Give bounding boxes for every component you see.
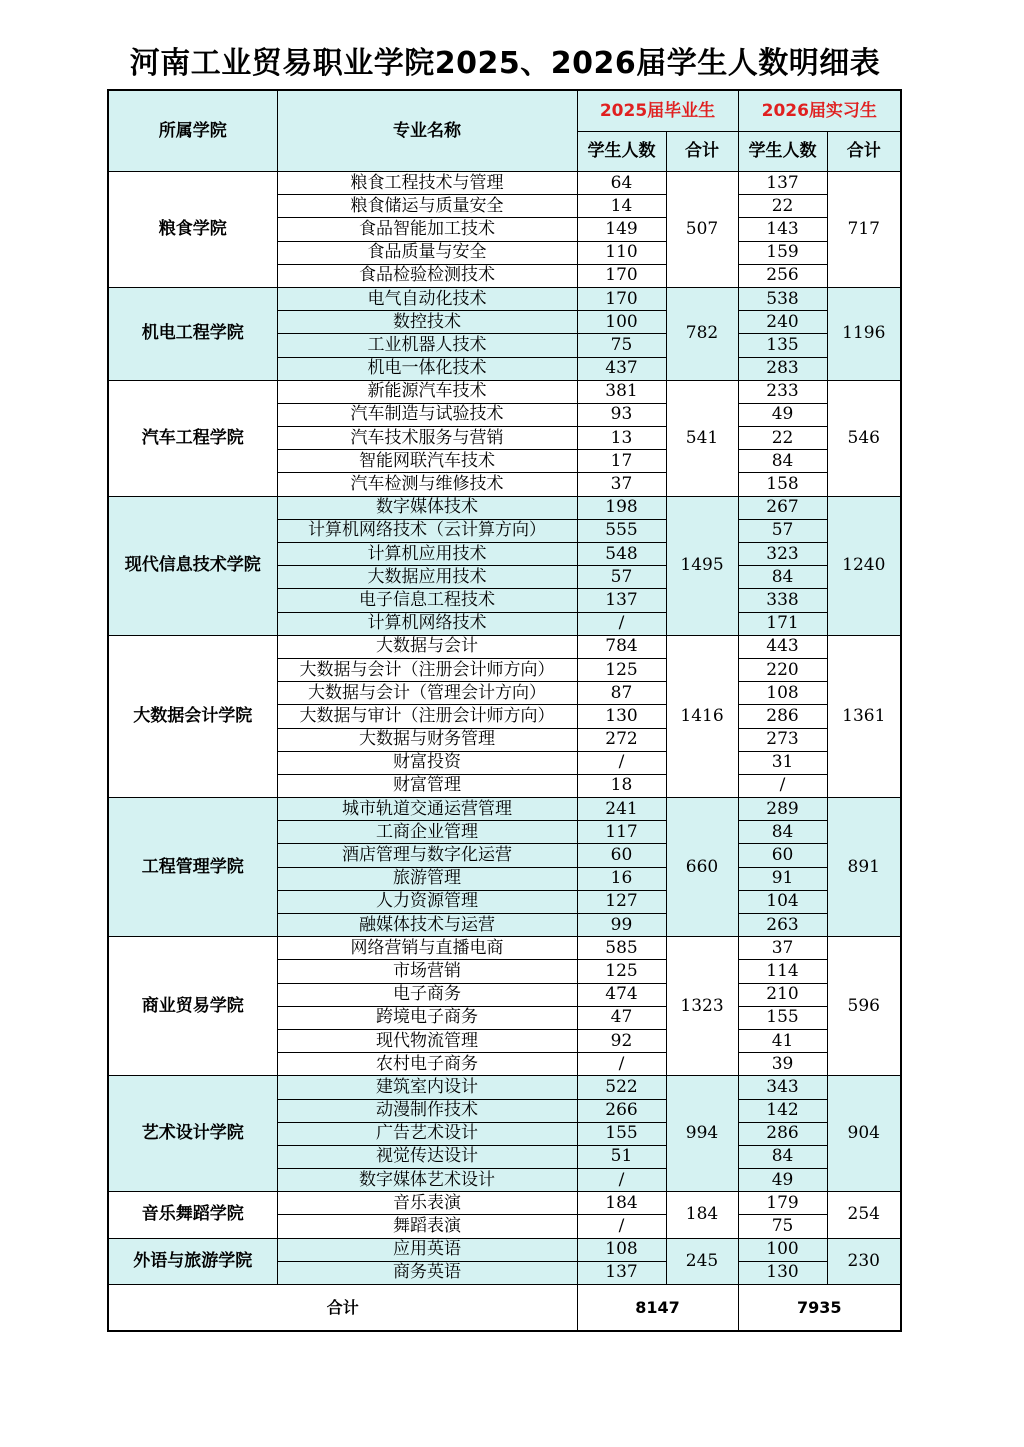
table-row <box>108 798 901 821</box>
subtotal-2026-cell: 254 <box>827 1192 901 1238</box>
count-2025-cell: 585 <box>577 937 666 960</box>
count-2026-cell: 91 <box>738 867 827 890</box>
count-2025-cell: 47 <box>577 1006 666 1029</box>
count-2025-cell: 184 <box>577 1192 666 1215</box>
count-2026-cell: 273 <box>738 728 827 751</box>
count-2026-cell: 108 <box>738 682 827 705</box>
count-2026-cell: 41 <box>738 1029 827 1052</box>
page-title: 河南工业贸易职业学院2025、2026届学生人数明细表 <box>129 46 881 81</box>
count-2025-cell: 99 <box>577 914 666 937</box>
count-2025-cell: 60 <box>577 844 666 867</box>
table-row <box>108 172 901 195</box>
major-name-cell: 现代物流管理 <box>277 1029 577 1052</box>
count-2026-cell: 343 <box>738 1076 827 1099</box>
count-2026-cell: 283 <box>738 357 827 380</box>
major-name-cell: 广告艺术设计 <box>277 1122 577 1145</box>
count-2025-cell: 170 <box>577 287 666 310</box>
college-name-cell: 商业贸易学院 <box>108 937 277 1076</box>
college-name-cell: 外语与旅游学院 <box>108 1238 277 1284</box>
major-name-cell: 跨境电子商务 <box>277 1006 577 1029</box>
subtotal-2025-cell: 184 <box>666 1192 738 1238</box>
count-2025-cell: / <box>577 751 666 774</box>
count-2025-cell: 474 <box>577 983 666 1006</box>
major-name-cell: 食品检验检测技术 <box>277 264 577 287</box>
count-2026-cell: 338 <box>738 589 827 612</box>
count-2025-cell: 548 <box>577 543 666 566</box>
major-name-cell: 大数据与财务管理 <box>277 728 577 751</box>
major-name-cell: 大数据与会计（注册会计师方向） <box>277 658 577 681</box>
count-2026-cell: 104 <box>738 890 827 913</box>
count-2026-cell: 323 <box>738 543 827 566</box>
count-2025-cell: 149 <box>577 218 666 241</box>
count-2026-cell: 286 <box>738 1122 827 1145</box>
count-2026-cell: 289 <box>738 798 827 821</box>
count-2026-cell: 22 <box>738 195 827 218</box>
header-students-2025: 学生人数 <box>577 132 666 172</box>
college-name-cell: 汽车工程学院 <box>108 380 277 496</box>
count-2025-cell: 555 <box>577 519 666 542</box>
major-name-cell: 应用英语 <box>277 1238 577 1261</box>
count-2026-cell: 220 <box>738 658 827 681</box>
count-2025-cell: 14 <box>577 195 666 218</box>
count-2025-cell: / <box>577 1215 666 1238</box>
count-2025-cell: 108 <box>577 1238 666 1261</box>
table-row <box>108 1192 901 1215</box>
subtotal-2025-cell: 507 <box>666 172 738 288</box>
count-2026-cell: 49 <box>738 403 827 426</box>
subtotal-2025-cell: 994 <box>666 1076 738 1192</box>
count-2026-cell: 114 <box>738 960 827 983</box>
count-2025-cell: 51 <box>577 1145 666 1168</box>
subtotal-2025-cell: 660 <box>666 798 738 937</box>
college-name-cell: 粮食学院 <box>108 172 277 288</box>
major-name-cell: 财富管理 <box>277 774 577 797</box>
count-2026-cell: 159 <box>738 241 827 264</box>
header-major: 专业名称 <box>277 90 577 172</box>
count-2026-cell: 142 <box>738 1099 827 1122</box>
table-row <box>108 1076 901 1099</box>
major-name-cell: 音乐表演 <box>277 1192 577 1215</box>
major-name-cell: 大数据与会计（管理会计方向） <box>277 682 577 705</box>
table-row <box>108 937 901 960</box>
count-2025-cell: 93 <box>577 403 666 426</box>
count-2025-cell: 117 <box>577 821 666 844</box>
count-2025-cell: / <box>577 1169 666 1192</box>
count-2025-cell: 110 <box>577 241 666 264</box>
major-name-cell: 大数据与审计（注册会计师方向） <box>277 705 577 728</box>
major-name-cell: 酒店管理与数字化运营 <box>277 844 577 867</box>
count-2025-cell: 16 <box>577 867 666 890</box>
count-2025-cell: 92 <box>577 1029 666 1052</box>
count-2025-cell: 241 <box>577 798 666 821</box>
count-2025-cell: 381 <box>577 380 666 403</box>
major-name-cell: 工商企业管理 <box>277 821 577 844</box>
subtotal-2026-cell: 546 <box>827 380 901 496</box>
count-2025-cell: / <box>577 612 666 635</box>
subtotal-2025-cell: 541 <box>666 380 738 496</box>
count-2026-cell: 84 <box>738 566 827 589</box>
count-2026-cell: 233 <box>738 380 827 403</box>
subtotal-2025-cell: 1323 <box>666 937 738 1076</box>
count-2026-cell: 49 <box>738 1169 827 1192</box>
count-2026-cell: 158 <box>738 473 827 496</box>
major-name-cell: 食品智能加工技术 <box>277 218 577 241</box>
subtotal-2025-cell: 1495 <box>666 496 738 635</box>
count-2025-cell: 100 <box>577 311 666 334</box>
subtotal-2026-cell: 230 <box>827 1238 901 1284</box>
count-2026-cell: 137 <box>738 172 827 195</box>
count-2026-cell: 538 <box>738 287 827 310</box>
count-2025-cell: 784 <box>577 635 666 658</box>
major-name-cell: 网络营销与直播电商 <box>277 937 577 960</box>
count-2026-cell: 37 <box>738 937 827 960</box>
table-row <box>108 635 901 658</box>
count-2025-cell: 155 <box>577 1122 666 1145</box>
count-2026-cell: 84 <box>738 821 827 844</box>
count-2025-cell: 75 <box>577 334 666 357</box>
major-name-cell: 视觉传达设计 <box>277 1145 577 1168</box>
header-subtotal-2025: 合计 <box>666 132 738 172</box>
count-2026-cell: 135 <box>738 334 827 357</box>
count-2025-cell: 125 <box>577 658 666 681</box>
count-2026-cell: 75 <box>738 1215 827 1238</box>
major-name-cell: 机电一体化技术 <box>277 357 577 380</box>
count-2025-cell: 127 <box>577 890 666 913</box>
major-name-cell: 大数据与会计 <box>277 635 577 658</box>
major-name-cell: 旅游管理 <box>277 867 577 890</box>
header-row-1 <box>108 90 901 132</box>
count-2026-cell: 84 <box>738 450 827 473</box>
table-row <box>108 380 901 403</box>
major-name-cell: 市场营销 <box>277 960 577 983</box>
major-name-cell: 融媒体技术与运营 <box>277 914 577 937</box>
major-name-cell: 汽车制造与试验技术 <box>277 403 577 426</box>
major-name-cell: 智能网联汽车技术 <box>277 450 577 473</box>
table-row <box>108 1238 901 1261</box>
count-2025-cell: 130 <box>577 705 666 728</box>
count-2025-cell: 170 <box>577 264 666 287</box>
count-2026-cell: 443 <box>738 635 827 658</box>
subtotal-2025-cell: 1416 <box>666 635 738 797</box>
major-name-cell: 计算机网络技术（云计算方向） <box>277 519 577 542</box>
grand-total-label: 合计 <box>108 1285 577 1332</box>
count-2026-cell: / <box>738 774 827 797</box>
major-name-cell: 财富投资 <box>277 751 577 774</box>
subtotal-2026-cell: 1196 <box>827 287 901 380</box>
count-2025-cell: 37 <box>577 473 666 496</box>
count-2026-cell: 210 <box>738 983 827 1006</box>
major-name-cell: 舞蹈表演 <box>277 1215 577 1238</box>
major-name-cell: 数字媒体艺术设计 <box>277 1169 577 1192</box>
student-count-table <box>107 89 902 1332</box>
count-2026-cell: 130 <box>738 1261 827 1284</box>
count-2025-cell: 18 <box>577 774 666 797</box>
subtotal-2026-cell: 717 <box>827 172 901 288</box>
count-2025-cell: / <box>577 1053 666 1076</box>
major-name-cell: 食品质量与安全 <box>277 241 577 264</box>
count-2025-cell: 87 <box>577 682 666 705</box>
count-2026-cell: 171 <box>738 612 827 635</box>
header-students-2026: 学生人数 <box>738 132 827 172</box>
major-name-cell: 电子信息工程技术 <box>277 589 577 612</box>
count-2025-cell: 437 <box>577 357 666 380</box>
count-2026-cell: 143 <box>738 218 827 241</box>
count-2026-cell: 22 <box>738 427 827 450</box>
subtotal-2026-cell: 891 <box>827 798 901 937</box>
college-name-cell: 大数据会计学院 <box>108 635 277 797</box>
count-2026-cell: 263 <box>738 914 827 937</box>
header-subtotal-2026: 合计 <box>827 132 901 172</box>
major-name-cell: 数控技术 <box>277 311 577 334</box>
count-2026-cell: 57 <box>738 519 827 542</box>
major-name-cell: 商务英语 <box>277 1261 577 1284</box>
subtotal-2025-cell: 782 <box>666 287 738 380</box>
major-name-cell: 粮食工程技术与管理 <box>277 172 577 195</box>
subtotal-2025-cell: 245 <box>666 1238 738 1284</box>
table-row <box>108 496 901 519</box>
count-2026-cell: 39 <box>738 1053 827 1076</box>
count-2026-cell: 267 <box>738 496 827 519</box>
count-2025-cell: 64 <box>577 172 666 195</box>
major-name-cell: 电气自动化技术 <box>277 287 577 310</box>
major-name-cell: 动漫制作技术 <box>277 1099 577 1122</box>
grand-total-row <box>108 1285 901 1332</box>
grand-total-2026: 7935 <box>738 1285 901 1332</box>
major-name-cell: 电子商务 <box>277 983 577 1006</box>
major-name-cell: 城市轨道交通运营管理 <box>277 798 577 821</box>
count-2026-cell: 179 <box>738 1192 827 1215</box>
count-2026-cell: 256 <box>738 264 827 287</box>
subtotal-2026-cell: 904 <box>827 1076 901 1192</box>
college-name-cell: 音乐舞蹈学院 <box>108 1192 277 1238</box>
table-row <box>108 287 901 310</box>
count-2026-cell: 286 <box>738 705 827 728</box>
major-name-cell: 工业机器人技术 <box>277 334 577 357</box>
count-2025-cell: 13 <box>577 427 666 450</box>
college-name-cell: 现代信息技术学院 <box>108 496 277 635</box>
major-name-cell: 汽车技术服务与营销 <box>277 427 577 450</box>
count-2025-cell: 522 <box>577 1076 666 1099</box>
subtotal-2026-cell: 1240 <box>827 496 901 635</box>
major-name-cell: 粮食储运与质量安全 <box>277 195 577 218</box>
count-2025-cell: 272 <box>577 728 666 751</box>
count-2026-cell: 84 <box>738 1145 827 1168</box>
major-name-cell: 数字媒体技术 <box>277 496 577 519</box>
count-2025-cell: 137 <box>577 1261 666 1284</box>
count-2026-cell: 60 <box>738 844 827 867</box>
major-name-cell: 建筑室内设计 <box>277 1076 577 1099</box>
count-2025-cell: 17 <box>577 450 666 473</box>
college-name-cell: 机电工程学院 <box>108 287 277 380</box>
count-2026-cell: 240 <box>738 311 827 334</box>
subtotal-2026-cell: 596 <box>827 937 901 1076</box>
grand-total-2025: 8147 <box>577 1285 738 1332</box>
major-name-cell: 汽车检测与维修技术 <box>277 473 577 496</box>
header-intern-2026: 2026届实习生 <box>738 90 901 132</box>
count-2025-cell: 57 <box>577 566 666 589</box>
major-name-cell: 新能源汽车技术 <box>277 380 577 403</box>
subtotal-2026-cell: 1361 <box>827 635 901 797</box>
major-name-cell: 计算机应用技术 <box>277 543 577 566</box>
major-name-cell: 农村电子商务 <box>277 1053 577 1076</box>
count-2026-cell: 155 <box>738 1006 827 1029</box>
header-grad-2025: 2025届毕业生 <box>577 90 738 132</box>
count-2025-cell: 198 <box>577 496 666 519</box>
college-name-cell: 工程管理学院 <box>108 798 277 937</box>
count-2025-cell: 266 <box>577 1099 666 1122</box>
major-name-cell: 计算机网络技术 <box>277 612 577 635</box>
count-2025-cell: 137 <box>577 589 666 612</box>
count-2026-cell: 31 <box>738 751 827 774</box>
count-2026-cell: 100 <box>738 1238 827 1261</box>
major-name-cell: 大数据应用技术 <box>277 566 577 589</box>
major-name-cell: 人力资源管理 <box>277 890 577 913</box>
header-college: 所属学院 <box>108 90 277 172</box>
college-name-cell: 艺术设计学院 <box>108 1076 277 1192</box>
count-2025-cell: 125 <box>577 960 666 983</box>
